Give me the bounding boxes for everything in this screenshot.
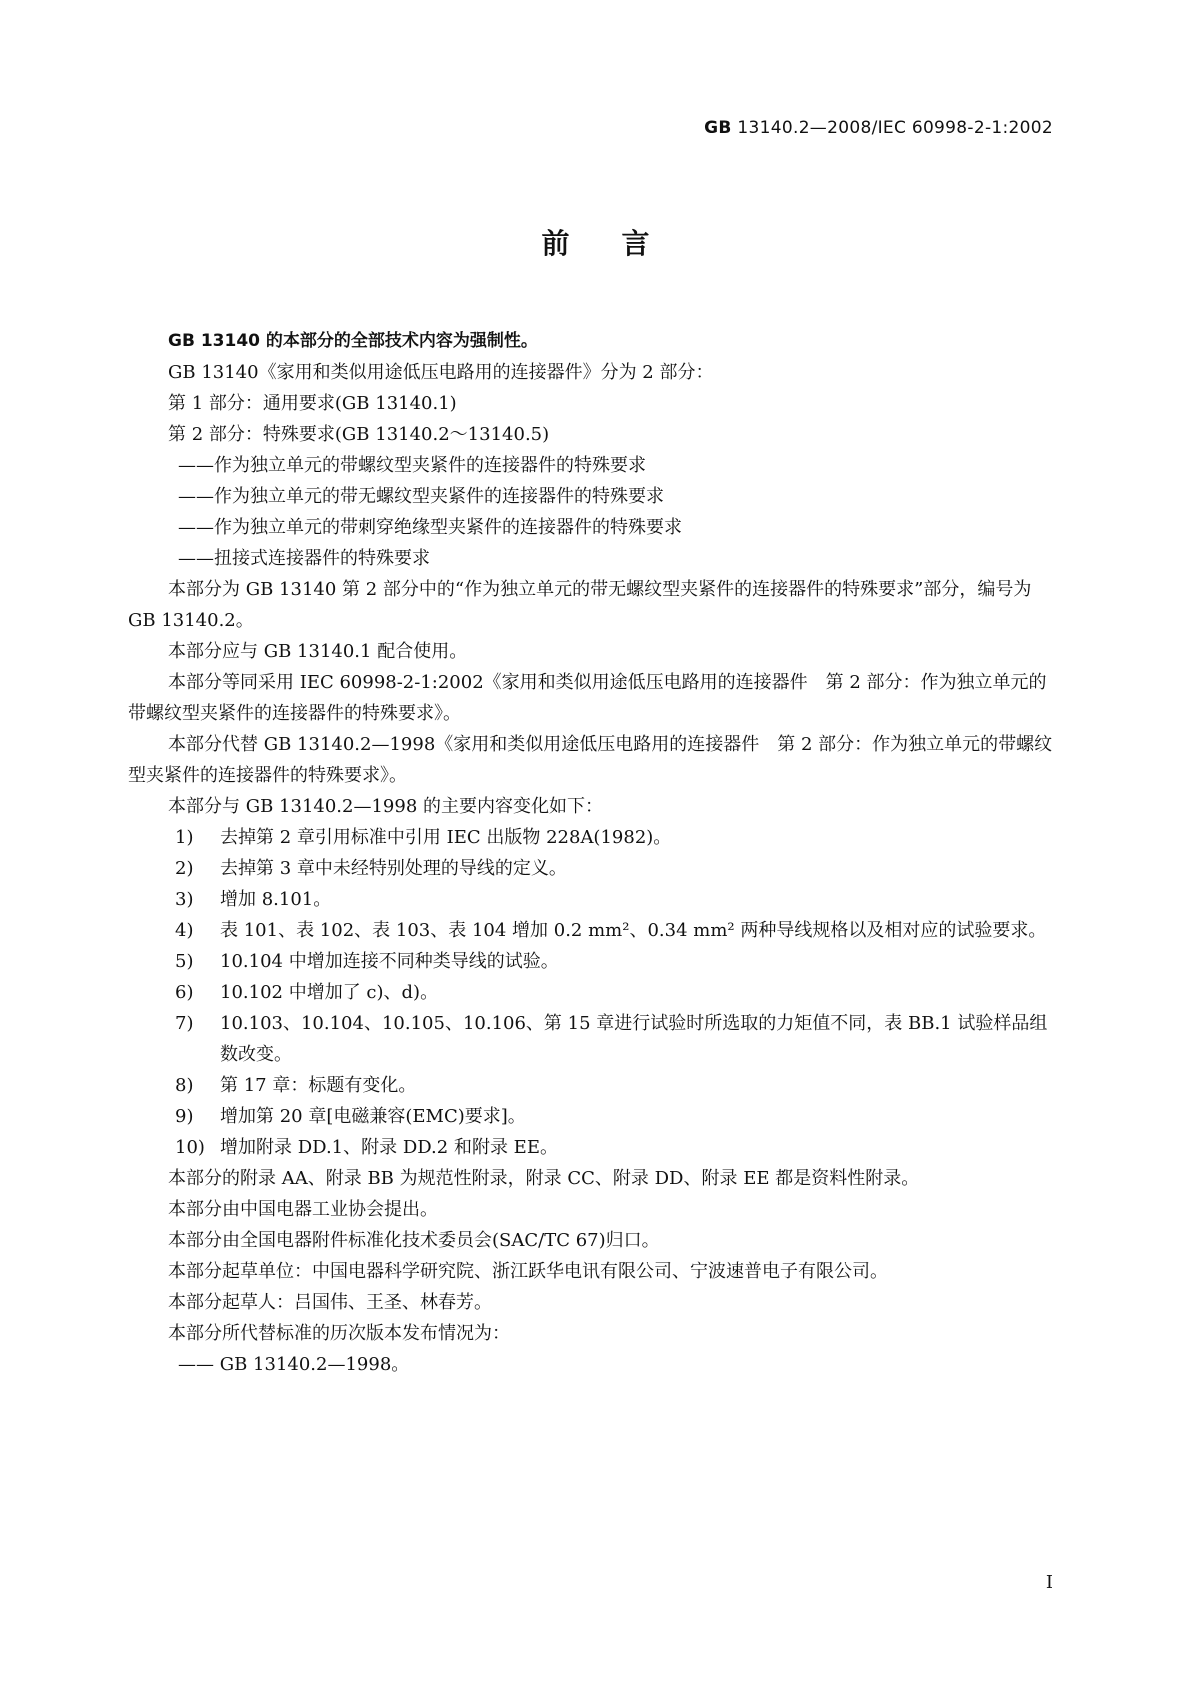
paragraph-drafting-units: 本部分起草单位：中国电器科学研究院、浙江跃华电讯有限公司、宁波速普电子有限公司。	[168, 1261, 888, 1282]
dash-item-history: —— GB 13140.2—1998。	[178, 1354, 410, 1375]
foreword-body	[128, 326, 1063, 1380]
change-text: 10.104 中增加连接不同种类导线的试验。	[220, 951, 559, 972]
dash-item: ——作为独立单元的带无螺纹型夹紧件的连接器件的特殊要求	[178, 486, 664, 507]
change-item	[128, 822, 1063, 853]
paragraph-proposer: 本部分由中国电器工业协会提出。	[168, 1199, 438, 1220]
standard-code: 13140.2—2008/IEC 60998-2-1:2002	[737, 118, 1053, 138]
change-number: 2)	[175, 858, 194, 879]
change-number: 3)	[175, 889, 194, 910]
paragraph-part-1: 第 1 部分：通用要求(GB 13140.1)	[168, 393, 457, 414]
paragraph-drafters: 本部分起草人：吕国伟、王圣、林春芳。	[168, 1292, 492, 1313]
change-item	[128, 853, 1063, 884]
change-number: 7)	[175, 1013, 194, 1034]
change-text: 增加 8.101。	[220, 889, 332, 910]
mandatory-statement: GB 13140 的本部分的全部技术内容为强制性。	[168, 331, 538, 351]
paragraph-adoption: 本部分等同采用 IEC 60998-2-1:2002《家用和类似用途低压电路用的连接器件 第 2 部分：作为独立单元的带螺纹型夹紧件的连接器件的特殊要求》。	[128, 672, 1047, 724]
change-text: 第 17 章：标题有变化。	[220, 1075, 417, 1096]
paragraph-annexes: 本部分的附录 AA、附录 BB 为规范性附录，附录 CC、附录 DD、附录 EE 都是资料性附录。	[168, 1168, 920, 1189]
dash-item: ——扭接式连接器件的特殊要求	[178, 548, 430, 569]
change-text: 表 101、表 102、表 103、表 104 增加 0.2 mm²、0.34 mm² 两种导线规格以及相对应的试验要求。	[220, 920, 1047, 941]
change-text: 增加第 20 章[电磁兼容(EMC)要求]。	[220, 1106, 526, 1127]
page-number: I	[1045, 1572, 1053, 1593]
change-item	[128, 884, 1063, 915]
dash-item: ——作为独立单元的带螺纹型夹紧件的连接器件的特殊要求	[178, 455, 646, 476]
change-item	[128, 1008, 1063, 1070]
change-item	[128, 1132, 1063, 1163]
change-text: 去掉第 2 章引用标准中引用 IEC 出版物 228A(1982)。	[220, 827, 672, 848]
change-number: 1)	[175, 827, 194, 848]
dash-item: ——作为独立单元的带刺穿绝缘型夹紧件的连接器件的特殊要求	[178, 517, 682, 538]
change-item	[128, 977, 1063, 1008]
change-item	[128, 1101, 1063, 1132]
paragraph-history-intro: 本部分所代替标准的历次版本发布情况为：	[168, 1323, 510, 1344]
paragraph-committee: 本部分由全国电器附件标准化技术委员会(SAC/TC 67)归口。	[168, 1230, 660, 1251]
change-text: 去掉第 3 章中未经特别处理的导线的定义。	[220, 858, 567, 879]
change-number: 8)	[175, 1075, 194, 1096]
paragraph-replacement: 本部分代替 GB 13140.2—1998《家用和类似用途低压电路用的连接器件 第 2 部分：作为独立单元的带螺纹型夹紧件的连接器件的特殊要求》。	[128, 734, 1053, 786]
document-code-header	[704, 118, 1053, 138]
page-title: 前言	[541, 227, 702, 260]
change-number: 5)	[175, 951, 194, 972]
change-number: 9)	[175, 1106, 194, 1127]
paragraph-parts-intro: GB 13140《家用和类似用途低压电路用的连接器件》分为 2 部分：	[168, 362, 714, 383]
change-number: 4)	[175, 920, 194, 941]
change-number: 6)	[175, 982, 194, 1003]
change-text: 增加附录 DD.1、附录 DD.2 和附录 EE。	[220, 1137, 558, 1158]
change-item	[128, 915, 1063, 946]
paragraph-usage: 本部分应与 GB 13140.1 配合使用。	[168, 641, 468, 662]
change-item	[128, 1070, 1063, 1101]
paragraph-changes-intro: 本部分与 GB 13140.2—1998 的主要内容变化如下：	[168, 796, 604, 817]
standard-prefix: GB	[704, 118, 732, 138]
change-text: 10.102 中增加了 c)、d)。	[220, 982, 439, 1003]
paragraph-numbering: 本部分为 GB 13140 第 2 部分中的“作为独立单元的带无螺纹型夹紧件的连接器件的特殊要求”部分，编号为 GB 13140.2。	[128, 579, 1032, 631]
paragraph-part-2: 第 2 部分：特殊要求(GB 13140.2～13140.5)	[168, 424, 550, 445]
change-text: 10.103、10.104、10.105、10.106、第 15 章进行试验时所选取的力矩值不同，表 BB.1 试验样品组数改变。	[220, 1013, 1048, 1065]
change-number: 10)	[175, 1137, 205, 1158]
change-item	[128, 946, 1063, 977]
